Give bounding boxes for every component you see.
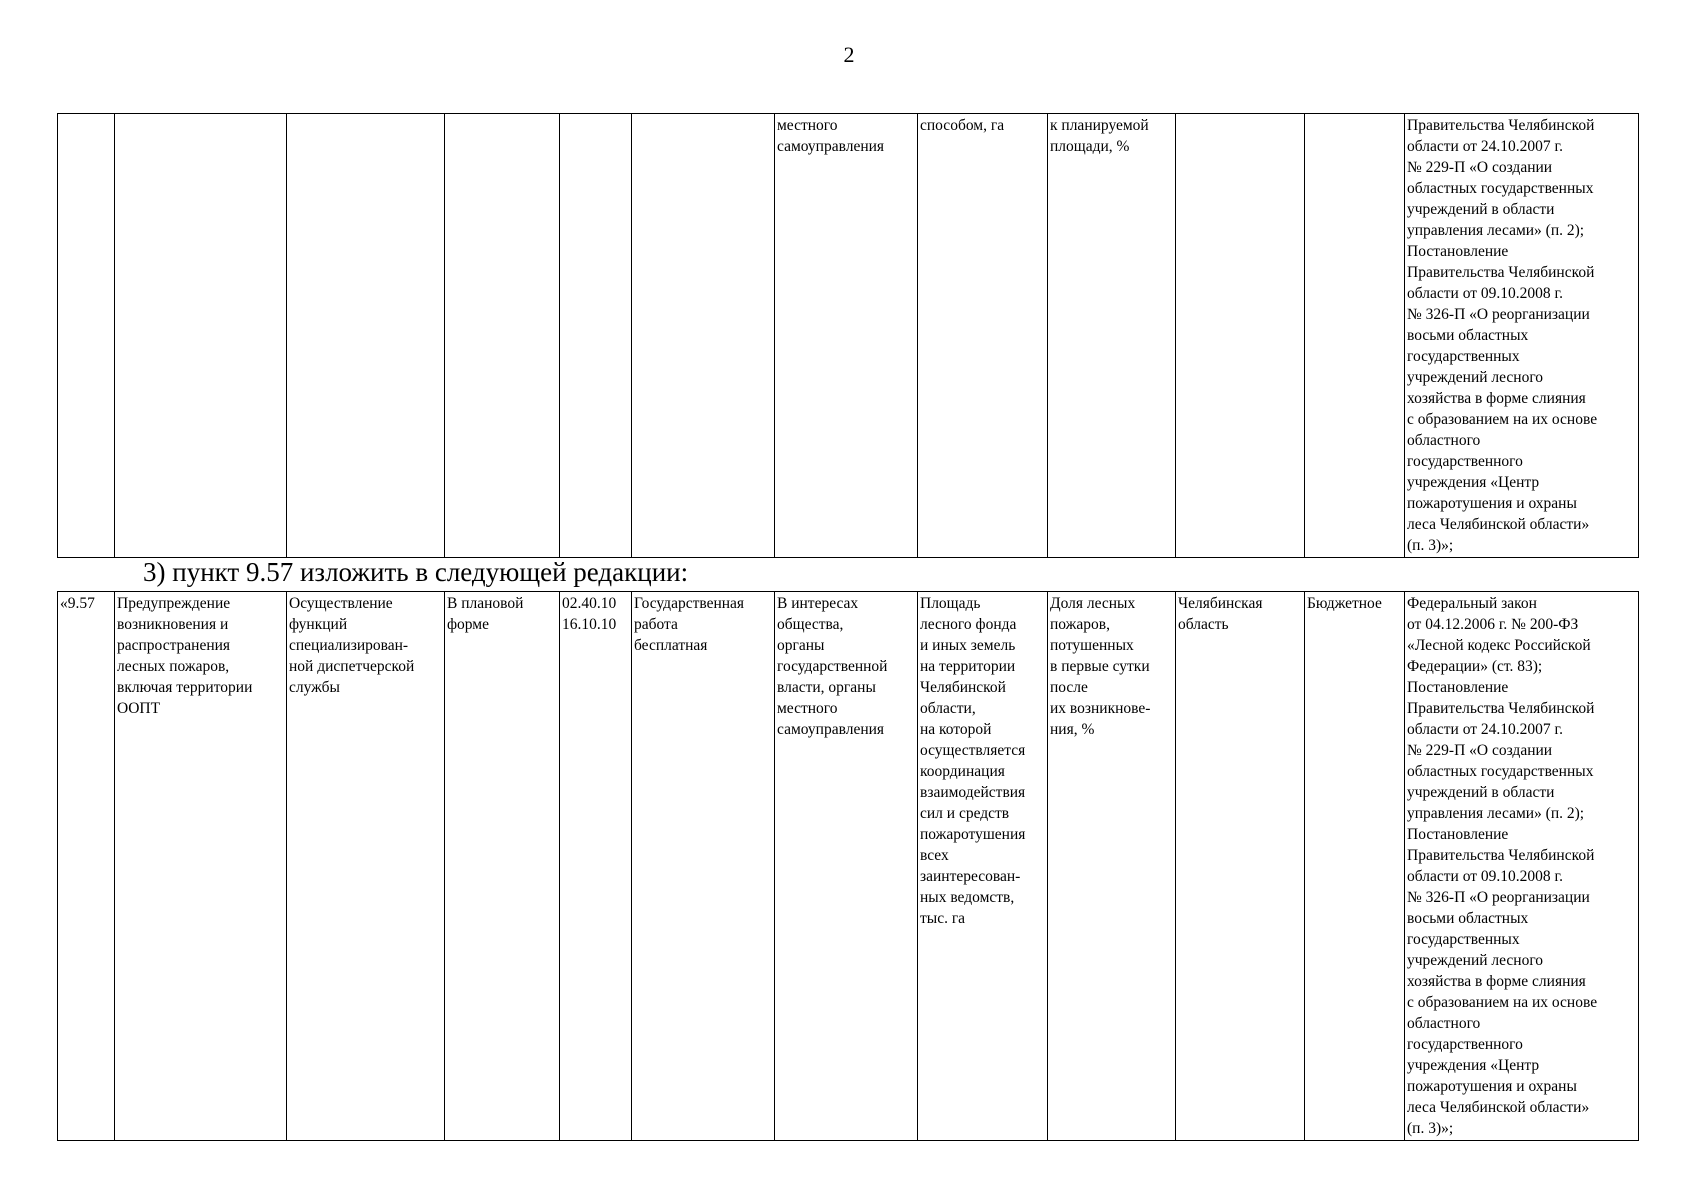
table-row xyxy=(58,114,1639,558)
type-cell: Государственная работа бесплатная xyxy=(632,592,775,1141)
legal-basis-cell: Федеральный закон от 04.12.2006 г. № 200-ФЗ «Лесной кодекс Российской Федерации» (ст. 83); Постановление Правительства Челябинской области от 24.10.2007 г. № 229-П «О создании областных государственных учреждений в области управления лесами» (п. 2); Постановление Правительства Челябинской области от 09.10.2008 г. № 326-П «О реорганизации восьми областных государственных учреждений лесного хозяйства в форме слияния с образованием на их основе областного государственного учреждения «Центр пожаротушения и охраны леса Челябинской области» (п. 3)»; xyxy=(1405,592,1639,1141)
table-cell xyxy=(1176,114,1305,558)
consumers-cell: В интересах общества, органы государственной власти, органы местного самоуправления xyxy=(775,592,918,1141)
table-cell xyxy=(445,114,560,558)
item-number-cell: «9.57 xyxy=(58,592,115,1141)
table-cell xyxy=(58,114,115,558)
form-cell: В плановой форме xyxy=(445,592,560,1141)
table-cell xyxy=(1305,114,1405,558)
section-heading: 3) пункт 9.57 изложить в следующей редакции: xyxy=(143,557,689,587)
table-cell xyxy=(632,114,775,558)
table-cell xyxy=(115,114,287,558)
continuation-table xyxy=(57,113,1639,558)
content-cell: Осуществление функций специализирован- ной диспетчерской службы xyxy=(287,592,445,1141)
table-cell: местного самоуправления xyxy=(775,114,918,558)
table-cell xyxy=(287,114,445,558)
table-row xyxy=(58,592,1639,1141)
service-name-cell: Предупреждение возникновения и распространения лесных пожаров, включая территории ООПТ xyxy=(115,592,287,1141)
funding-cell: Бюджетное xyxy=(1305,592,1405,1141)
table-cell xyxy=(560,114,632,558)
page-number: 2 xyxy=(843,42,855,67)
provider-cell: Челябинская область xyxy=(1176,592,1305,1141)
codes-cell: 02.40.10 16.10.10 xyxy=(560,592,632,1141)
table-cell: к планируемой площади, % xyxy=(1048,114,1176,558)
item-table xyxy=(57,591,1639,1141)
quality-indicator-cell: Доля лесных пожаров, потушенных в первые сутки после их возникнове- ния, % xyxy=(1048,592,1176,1141)
volume-indicator-cell: Площадь лесного фонда и иных земель на территории Челябинской области, на которой осуществляется координация взаимодействия сил и средств пожаротушения всех заинтересован- ных ведомств, тыс. га xyxy=(918,592,1048,1141)
table-cell: Правительства Челябинской области от 24.10.2007 г. № 229-П «О создании областных государственных учреждений в области управления лесами» (п. 2); Постановление Правительства Челябинской области от 09.10.2008 г. № 326-П «О реорганизации восьми областных государственных учреждений лесного хозяйства в форме слияния с образованием на их основе областного государственного учреждения «Центр пожаротушения и охраны леса Челябинской области» (п. 3)»; xyxy=(1405,114,1639,558)
table-cell: способом, га xyxy=(918,114,1048,558)
